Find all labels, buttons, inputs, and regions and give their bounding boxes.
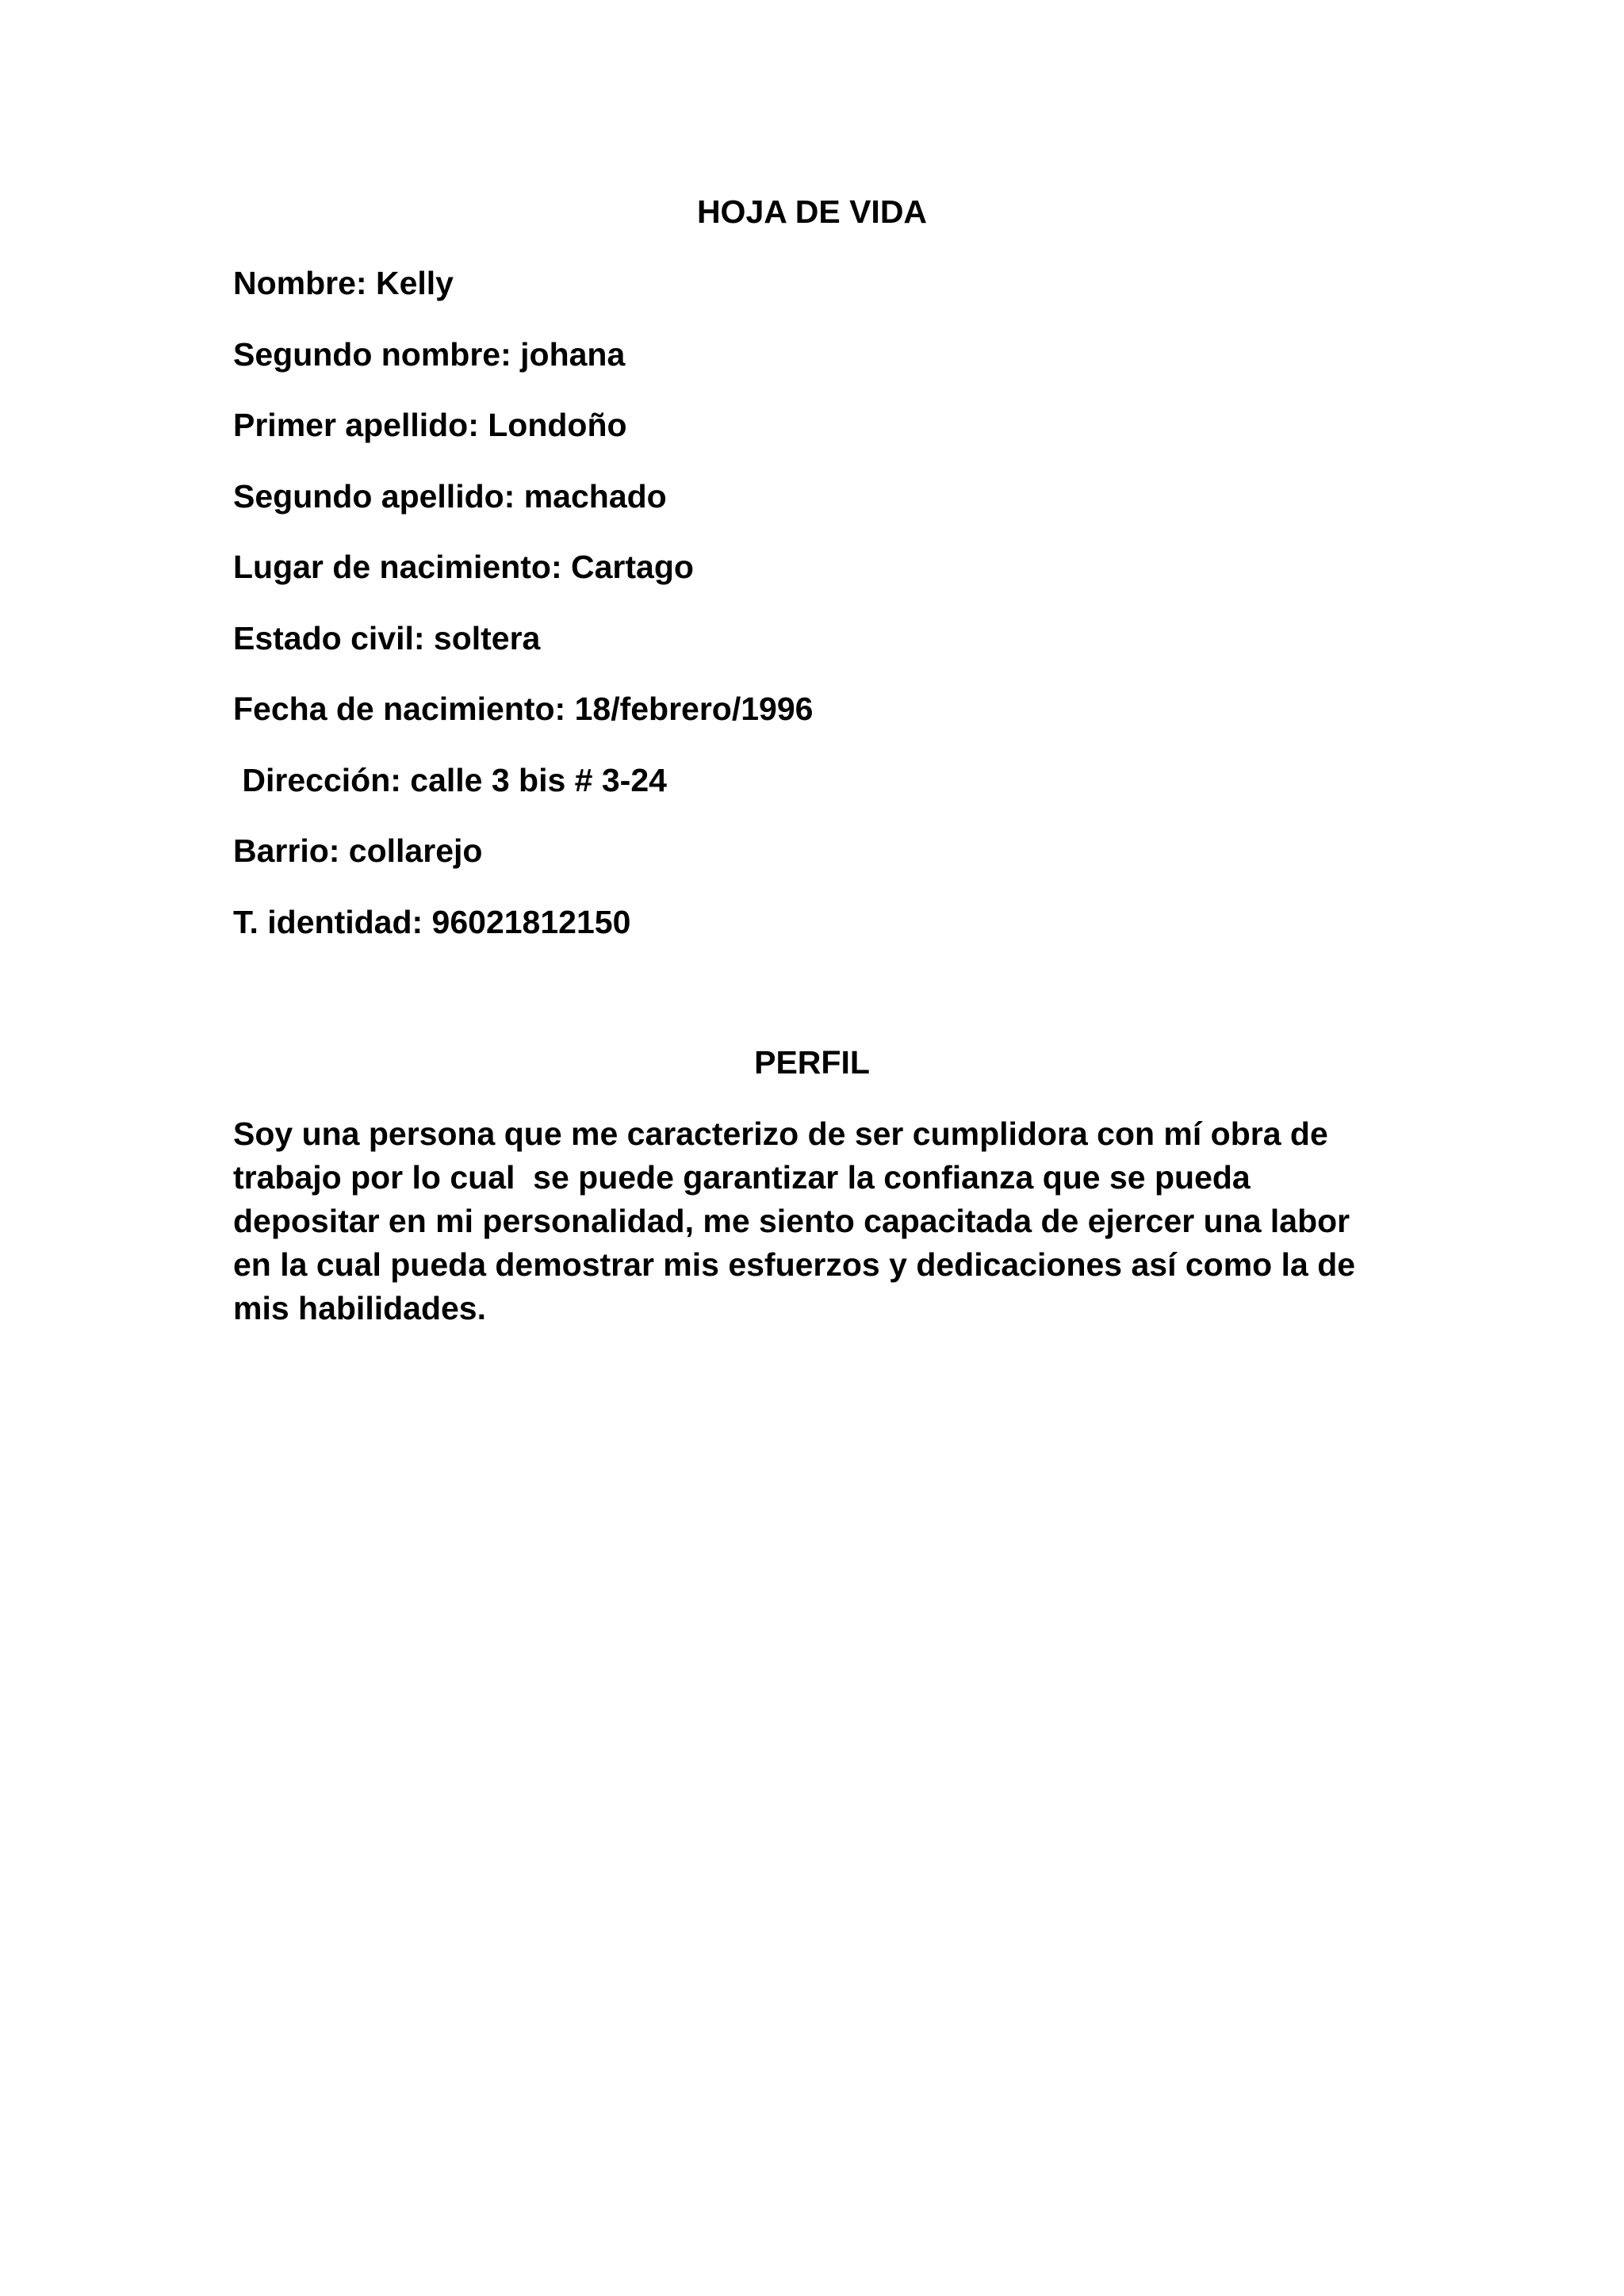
field-birth-date: Fecha de nacimiento: 18/febrero/1996 [233,691,814,727]
field-first-name: Nombre: Kelly [233,265,454,301]
field-second-name: Segundo nombre: johana [233,335,626,373]
field-address: Dirección: calle 3 bis # 3-24 [233,761,667,798]
field-birthplace: Lugar de nacimiento: Cartago [233,549,694,585]
field-second-surname: Segundo apellido: machado [233,477,667,515]
profile-line: en la cual pueda demostrar mis esfuerzos y dedicaciones así como la de [233,1246,1356,1283]
field-identity-card: T. identidad: 96021812150 [233,903,631,940]
personal-data-list [233,262,1423,971]
profile-line: trabajo por lo cual se puede garantizar la confianza que se pueda [233,1159,1251,1196]
profile-line: mis habilidades. [233,1290,486,1326]
profile-heading: PERFIL [754,1044,870,1081]
field-marital-status: Estado civil: soltera [233,619,541,656]
profile-paragraph [233,1112,1407,1330]
field-neighborhood: Barrio: collarejo [233,832,483,869]
field-first-surname: Primer apellido: Londoño [233,407,627,443]
profile-line: Soy una persona que me caracterizo de ser cumplidora con mí obra de [233,1115,1328,1152]
profile-line: depositar en mi personalidad, me siento capacitada de ejercer una labor [233,1203,1350,1239]
document-title: HOJA DE VIDA [696,193,928,230]
